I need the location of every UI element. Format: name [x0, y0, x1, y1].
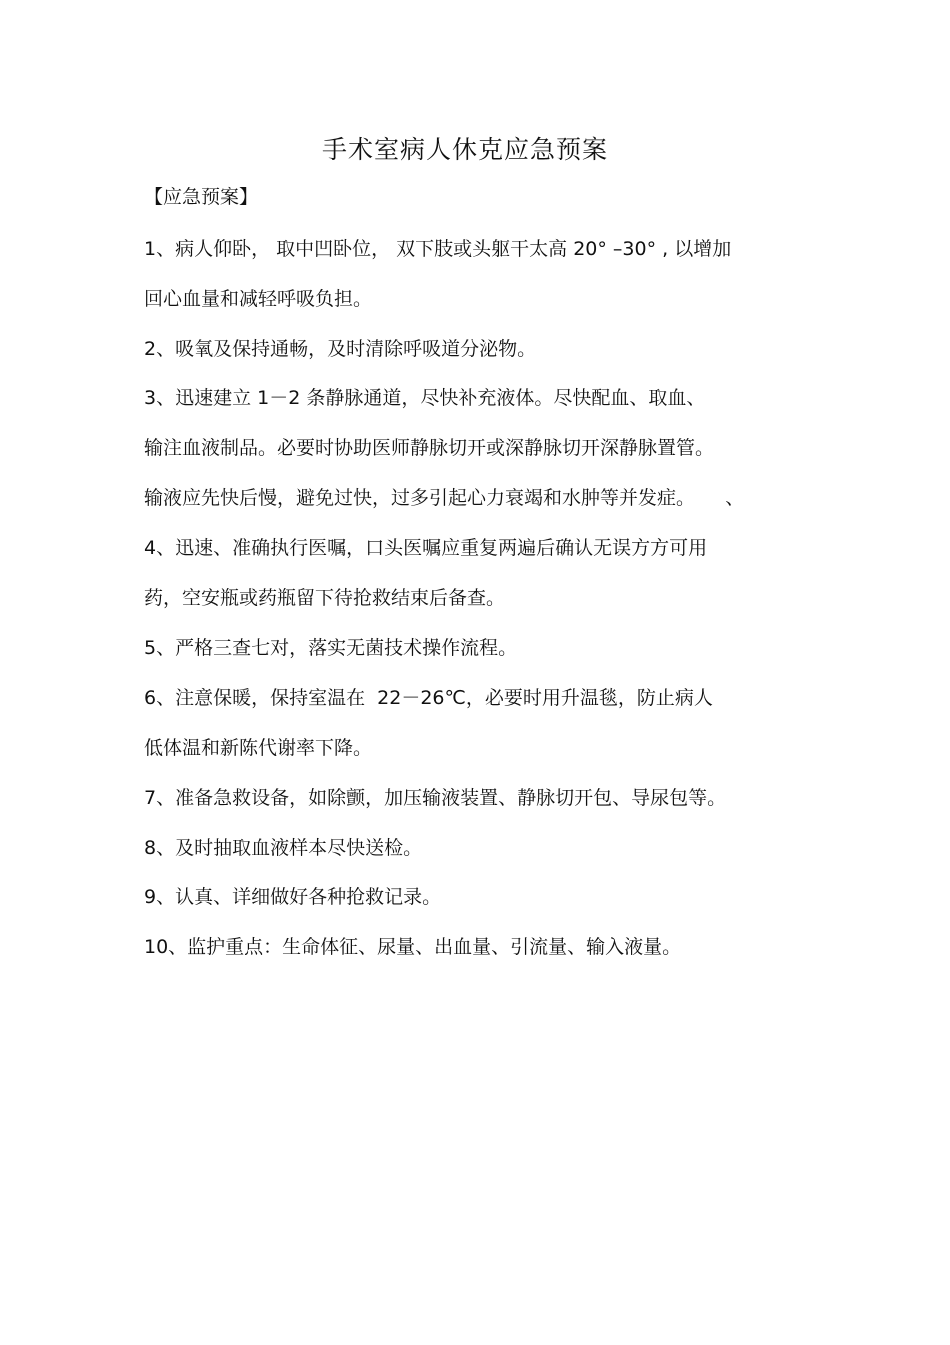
text-line: 回心血量和减轻呼吸负担。: [144, 288, 373, 310]
document-title: 手术室病人休克应急预案: [321, 135, 608, 164]
text-line: 1、病人仰卧， 取中凹卧位， 双下肢或头躯干太高 20° –30° , 以增加: [144, 238, 732, 260]
text-line: 4、迅速、准确执行医嘱，口头医嘱应重复两遍后确认无误方方可用: [144, 537, 708, 559]
text-line: 输液应先快后慢，避免过快，过多引起心力衰竭和水肿等并发症。 、: [144, 487, 745, 509]
text-line: 低体温和新陈代谢率下降。: [144, 737, 373, 759]
text-line: 输注血液制品。必要时协助医师静脉切开或深静脉切开深静脉置管。: [144, 437, 715, 459]
text-line: 9、认真、详细做好各种抢救记录。: [144, 886, 442, 908]
text-line: 3、迅速建立 1－2 条静脉通道，尽快补充液体。尽快配血、取血、: [144, 387, 706, 409]
text-line: 8、及时抽取血液样本尽快送检。: [144, 837, 423, 859]
text-line: 药，空安瓶或药瓶留下待抢救结束后备查。: [144, 587, 506, 609]
text-line: 6、注意保暖，保持室温在 22－26℃，必要时用升温毯，防止病人: [144, 687, 713, 709]
text-line: 2、吸氧及保持通畅，及时清除呼吸道分泌物。: [144, 338, 537, 360]
text-line: 7、准备急救设备，如除颤，加压输液装置、静脉切开包、导尿包等。: [144, 787, 727, 809]
text-line: 10、监护重点：生命体征、尿量、出血量、引流量、输入液量。: [144, 936, 682, 958]
text-line: 5、严格三查七对，落实无菌技术操作流程。: [144, 637, 518, 659]
section-header: 【应急预案】: [144, 186, 259, 208]
